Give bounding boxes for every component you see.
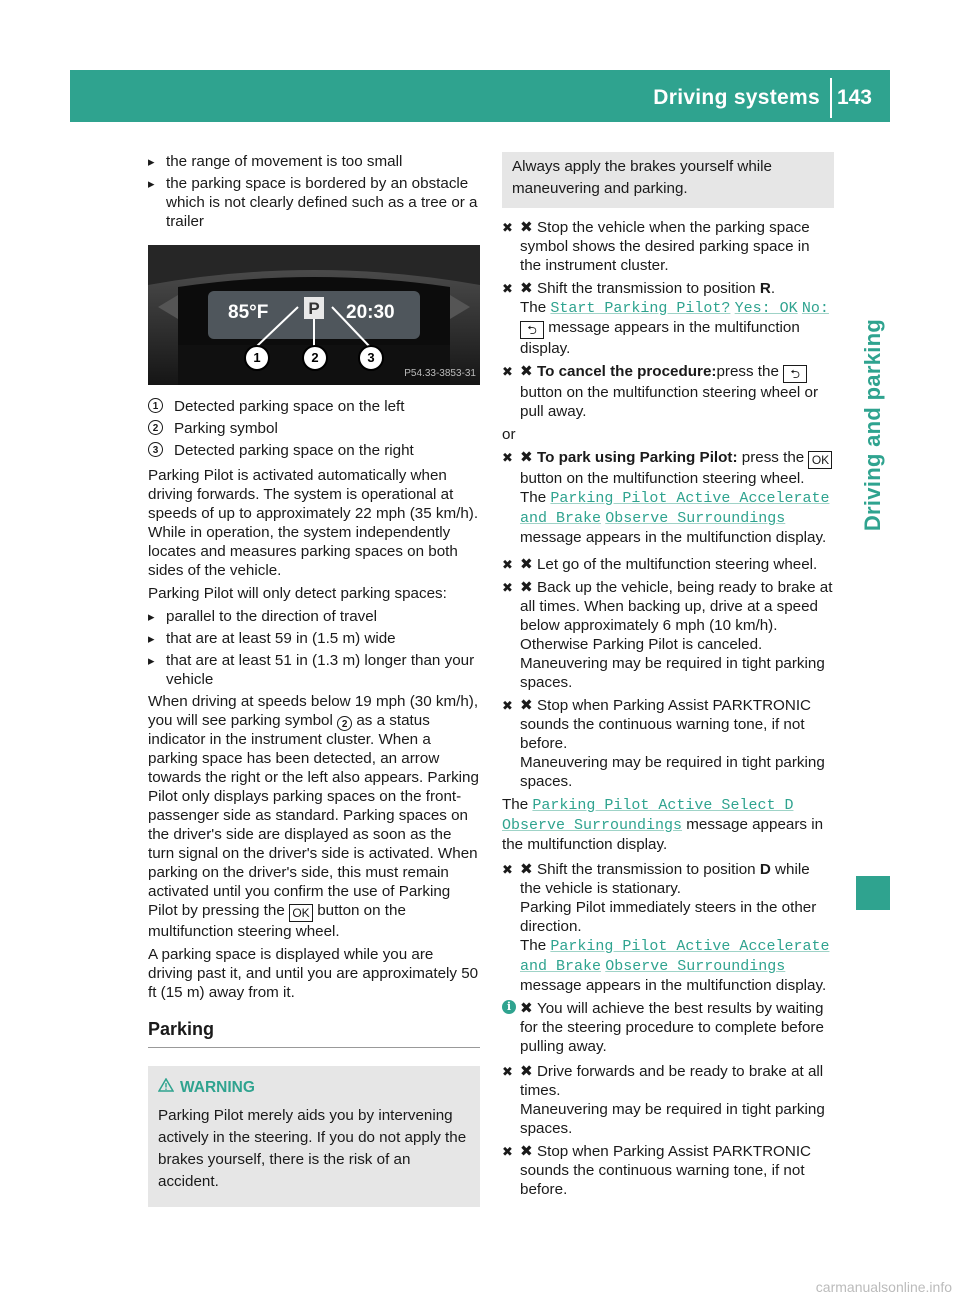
- callout-1: 1: [244, 345, 270, 371]
- gear-position: D: [759, 861, 771, 878]
- paragraph: Parking Pilot will only detect parking spaces:: [148, 585, 447, 602]
- step-marker-icon: ✖ ✖: [502, 862, 513, 877]
- ok-key-icon: OK: [808, 451, 832, 469]
- callout-2: 2: [302, 345, 328, 371]
- step-marker-icon: ✖ ✖: [502, 1144, 513, 1159]
- step-marker-icon: ✖ ✖: [502, 580, 513, 595]
- warning-text: Parking Pilot merely aids you by intervening actively in the steering. If you do not apply the brakes yourself, there is the risk of an accident.: [158, 1107, 467, 1190]
- display-message: Parking Pilot Active Accelerate and Brake: [520, 490, 830, 527]
- text: button on the multifunction steering wheel.: [148, 902, 406, 940]
- legend-number: 2: [148, 420, 163, 435]
- cluster-temp: 85°F: [228, 302, 269, 323]
- note-box: Always apply the brakes yourself while maneuvering and parking.: [502, 152, 834, 208]
- step-lead: To park using Parking Pilot:: [536, 449, 738, 466]
- parking-symbol: P: [308, 299, 320, 318]
- paragraph: [148, 692, 480, 941]
- text: button on the multifunction steering wheel. The: [520, 470, 805, 506]
- display-message: Parking Pilot Active Select D: [532, 797, 794, 814]
- list-item: ▸ that are at least 59 in (1.5 m) wide: [148, 629, 480, 648]
- text: Shift the transmission to position: [536, 280, 756, 297]
- text: Maneuvering may be required in tight parking spaces.: [520, 754, 825, 790]
- text: button on the multifunction steering wheel or pull away.: [520, 384, 819, 420]
- text: The: [520, 299, 547, 316]
- text: as a status indicator in the instrument cluster. When a parking space has been detected, an arrow towards the right or the left also appears. Parking Pilot only displays parking spaces on the front-passenger side as standard. Parking spaces on the driver's side are displayed as soon as the turn signal on the driver's side is activated. When parking on the driver's side, this must remain activated until you confirm the use of Parking Pilot by pressing the: [148, 712, 479, 919]
- list-item: ▸ parallel to the direction of travel: [148, 607, 480, 626]
- header-bar: [70, 70, 890, 122]
- section-title: Driving systems: [653, 86, 820, 109]
- text: Maneuvering may be required in tight parking spaces.: [520, 1101, 825, 1137]
- gear-position: R: [759, 280, 771, 297]
- step-item: ✖ ✖ Shift the transmission to position R. The Start Parking Pilot? Yes: OK No: ⮌ message appears in the multifunction display.: [502, 279, 834, 358]
- step-item: [502, 362, 834, 421]
- legend-number: 1: [148, 398, 163, 413]
- text: press the: [741, 449, 805, 466]
- inline-number: 2: [337, 716, 352, 731]
- legend-item: [148, 419, 480, 438]
- step-marker-icon: ✖ ✖: [502, 698, 513, 713]
- chapter-tab: [856, 240, 890, 610]
- legend-text: Parking symbol: [174, 420, 278, 437]
- step-marker-icon: ✖ ✖: [502, 1064, 513, 1079]
- legend-text: Detected parking space on the left: [174, 398, 405, 415]
- paragraph: [502, 795, 834, 854]
- step-item: [502, 578, 834, 692]
- text: Back up the vehicle, being ready to brake at all times. When backing up, drive at a speed below approximately 6 mph (10 km/h). Otherwise Parking Pilot is canceled.: [520, 579, 833, 653]
- right-column: [502, 152, 834, 1203]
- ok-key-icon: OK: [289, 904, 313, 922]
- warning-triangle-icon: [158, 1078, 174, 1097]
- paragraph: A parking space is displayed while you are driving past it, and until you are approximately 50 ft (15 m) away from it.: [148, 946, 479, 1001]
- text: The: [520, 937, 547, 954]
- legend-number: 3: [148, 442, 163, 457]
- text: Drive forwards and be ready to brake at all times.: [520, 1063, 824, 1099]
- text: When driving at speeds below 19 mph (30 km/h), you will see parking symbol: [148, 693, 479, 729]
- paragraph: or: [502, 426, 516, 443]
- page-number: 143: [836, 86, 872, 109]
- text: message appears in the multifunction display.: [520, 319, 800, 357]
- step-item: [502, 1062, 834, 1138]
- warning-label: WARNING: [180, 1079, 255, 1096]
- text: The: [502, 796, 529, 813]
- step-marker-icon: ✖ ✖: [502, 557, 513, 572]
- back-key-icon: ⮌: [783, 365, 807, 383]
- text: Shift the transmission to position: [536, 861, 756, 878]
- step-item: [502, 218, 834, 275]
- step-item: [502, 448, 834, 547]
- callout-3: 3: [358, 345, 384, 371]
- figure-reference: P54.33-3853-31: [404, 368, 476, 379]
- back-key-icon: ⮌: [520, 321, 544, 339]
- display-message: No:: [801, 300, 829, 317]
- paragraph: Parking Pilot is activated automatically when driving forwards. The system is operational at speeds of up to approximately 22 mph (35 km/h). While in operation, the system independently locates and measures parking spaces on both sides of the vehicle.: [148, 467, 479, 579]
- text: Parking Pilot immediately steers in the other direction.: [520, 899, 817, 935]
- text: You will achieve the best results by waiting for the steering procedure to complete before pulling away.: [520, 1000, 824, 1055]
- text: Maneuvering may be required in tight parking spaces.: [520, 655, 825, 691]
- step-item: [502, 860, 834, 995]
- chapter-marker: [856, 876, 890, 910]
- text: while the vehicle is stationary.: [520, 861, 810, 897]
- instrument-cluster-figure: [148, 245, 480, 385]
- legend-text: Detected parking space on the right: [174, 442, 414, 459]
- text: Stop when Parking Assist PARKTRONIC sounds the continuous warning tone, if not before.: [520, 697, 812, 752]
- display-message: Start Parking Pilot?: [550, 300, 731, 317]
- legend-item: [148, 397, 480, 416]
- warning-title: [158, 1078, 470, 1097]
- display-message: Yes: OK: [734, 300, 798, 317]
- info-icon: ✖ i: [502, 1000, 516, 1014]
- warning-box: [148, 1066, 480, 1207]
- display-message: Observe Surroundings: [605, 510, 786, 527]
- footer-watermark: carmanualsonline.info: [815, 1279, 952, 1295]
- display-message: Observe Surroundings: [605, 958, 786, 975]
- text: press the: [716, 363, 779, 380]
- step-item: [502, 1142, 834, 1199]
- text: message appears in the multifunction display.: [502, 816, 824, 853]
- cluster-time: 20:30: [346, 302, 395, 323]
- step-item: [502, 696, 834, 791]
- left-column: [148, 152, 480, 1207]
- step-marker-icon: ✖ ✖: [502, 364, 513, 379]
- step-marker-icon: ✖ ✖: [502, 220, 513, 235]
- step-marker-icon: ✖ ✖: [502, 281, 513, 296]
- section-heading: Parking: [148, 1020, 480, 1048]
- text: Stop when Parking Assist PARKTRONIC sounds the continuous warning tone, if not before.: [520, 1143, 812, 1198]
- list-item: ▸ the range of movement is too small: [148, 152, 480, 171]
- step-lead: To cancel the procedure:: [536, 363, 717, 380]
- legend-item: [148, 441, 480, 460]
- text: message appears in the multifunction display.: [520, 529, 827, 546]
- header-divider: [830, 78, 832, 118]
- step-item: [502, 555, 834, 574]
- list-item: ▸ that are at least 51 in (1.3 m) longer than your vehicle: [148, 651, 480, 689]
- chapter-tab-label: Driving and parking: [860, 318, 885, 532]
- display-message: Observe Surroundings: [502, 817, 683, 834]
- text: message appears in the multifunction display.: [520, 977, 827, 994]
- info-note: [502, 999, 834, 1056]
- list-item: ▸ the parking space is bordered by an obstacle which is not clearly defined such as a tree or a trailer: [148, 174, 480, 231]
- text: Stop the vehicle when the parking space symbol shows the desired parking space in the instrument cluster.: [520, 219, 810, 274]
- text: Let go of the multifunction steering wheel.: [536, 556, 818, 573]
- display-message: Parking Pilot Active Accelerate and Brake: [520, 938, 830, 975]
- step-marker-icon: ✖ ✖: [502, 450, 513, 465]
